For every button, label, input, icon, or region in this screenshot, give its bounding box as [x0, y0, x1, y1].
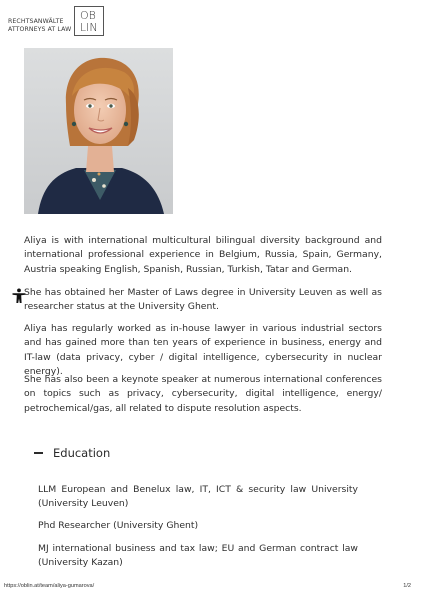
education-title: Education [53, 446, 111, 460]
bio-paragraph-4: She has also been a keynote speaker at numerous international conferences on topics such as privacy, cybersecurity, digital intelligence, energy/ petrochemical/gas, all related to dispute resolution aspects. [24, 374, 382, 414]
bio-paragraph-2: She has obtained her Master of Laws degree in University Leuven as well as researcher status at the University Ghent. [24, 287, 382, 313]
minus-icon [34, 452, 43, 454]
logo-mark-bottom: LIN [80, 21, 98, 34]
logo-mark [74, 6, 104, 36]
footer-page-number: 1/2 [403, 583, 411, 589]
education-item-3: MJ international business and tax law; EU and German contract law (University Kazan) [38, 543, 358, 569]
logo-line-1: RECHTSANWÄLTE [8, 18, 64, 25]
portrait-photo [24, 48, 173, 214]
logo-mark-top: OB [80, 9, 96, 22]
footer-url[interactable]: https://oblin.at/team/aliya-gumarova/ [4, 583, 95, 589]
logo-wordmark [8, 18, 71, 33]
education-accordion-toggle[interactable] [34, 444, 110, 462]
bio-paragraph-1: Aliya is with international multicultural bilingual diversity background and international professional experience in Belgium, Russia, Spain, Germany, Austria speaking English, Spanish, Russian, Turkish, Tatar and German. [24, 235, 382, 275]
education-item-2: Phd Researcher (University Ghent) [38, 520, 199, 531]
bio-paragraph-3: Aliya has regularly worked as in-house lawyer in various industrial sectors and has gained more than ten years of experience in business, energy and IT-law (data privacy, cyber / digital intelligence, cybersecurity in nuclear energy). [24, 323, 382, 378]
education-item-1: LLM European and Benelux law, IT, ICT & security law University (University Leuven) [38, 484, 358, 510]
logo-line-2: ATTORNEYS AT LAW [8, 25, 72, 33]
